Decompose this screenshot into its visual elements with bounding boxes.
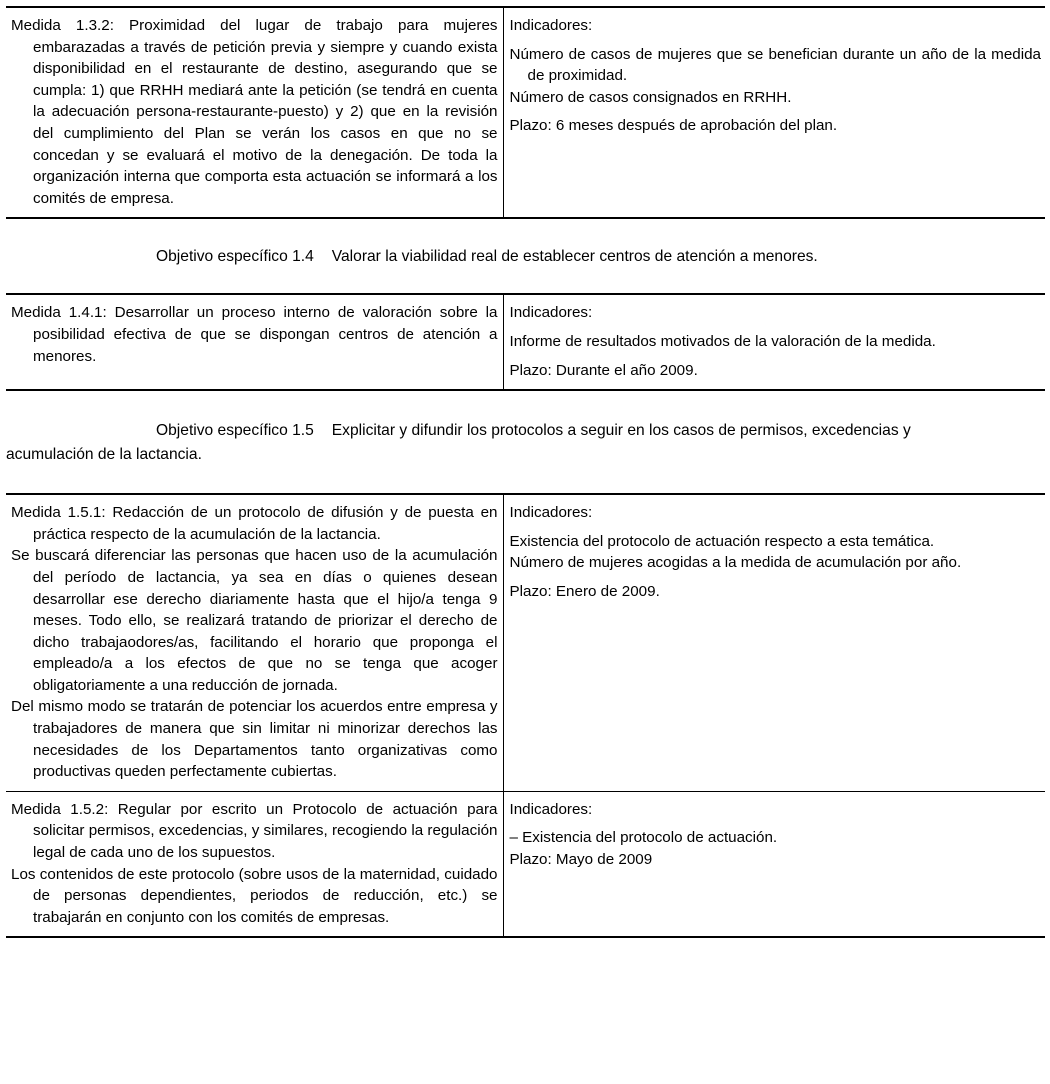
indicators-cell: [503, 294, 1045, 390]
plazo-text: Plazo: 6 meses después de aprobación del plan.: [509, 117, 838, 135]
indicator-item: Número de mujeres acogidas a la medida de acumulación por año.: [509, 554, 962, 572]
indicators-cell: [503, 791, 1045, 937]
indicators-cell: [503, 7, 1045, 218]
measure-table-1-5: [6, 493, 1045, 938]
measure-paragraph: Los contenidos de este protocolo (sobre usos de la maternidad, cuidado de personas dependientes, periodos de reducción, etc.) se trabajarán en conjunto con los comités de empresas.: [11, 865, 498, 926]
table-row: [6, 7, 1045, 218]
indicator-item: Existencia del protocolo de actuación respecto a esta temática.: [509, 532, 935, 550]
measure-paragraph: Medida 1.4.1: Desarrollar un proceso interno de valoración sobre la posibilidad efectiva de que se dispongan centros de atención a menores.: [11, 304, 498, 365]
indicator-item: Número de casos de mujeres que se benefician durante un año de la medida de proximidad.: [509, 45, 1041, 85]
indicator-item: – Existencia del protocolo de actuación.: [509, 829, 778, 847]
measure-table-1-3-2: [6, 6, 1045, 219]
measure-cell: [6, 7, 503, 218]
objective-text: Explicitar y difundir los protocolos a seguir en los casos de permisos, excedencias y acumulación de la lactancia.: [6, 422, 911, 464]
measure-table-1-4-1: [6, 293, 1045, 391]
indicator-item: Informe de resultados motivados de la valoración de la medida.: [509, 332, 936, 350]
indicators-label: Indicadores:: [509, 504, 593, 522]
measure-paragraph: Se buscará diferenciar las personas que hacen uso de la acumulación del período de lactancia, ya sea en días o quienes desean desarrollar ese derecho diariamente hasta que el hijo/a tenga 9 meses. Todo ello, se realizará tratando de priorizar el derecho de dicho trabajaodores/as, facilitando el horario que proponga el empleado/a a los efectos de que no se tenga que acoger obligatoriamente a una reducción de jornada.: [11, 547, 498, 694]
indicators-label: Indicadores:: [509, 304, 593, 322]
objective-heading-1-5: [0, 419, 1050, 467]
table-row: [6, 791, 1045, 937]
objective-text: Valorar la viabilidad real de establecer centros de atención a menores.: [331, 248, 818, 266]
plazo-text: Plazo: Enero de 2009.: [509, 582, 660, 600]
indicators-label: Indicadores:: [509, 800, 593, 818]
indicators-label: Indicadores:: [509, 17, 593, 34]
measure-paragraph: Medida 1.3.2: Proximidad del lugar de trabajo para mujeres embarazadas a través de petición previa y siempre y cuando exista disponibilidad en el restaurante de destino, asegurando que se cumpla: 1) que RRHH mediará ante la petición (se tendrá en cuenta la adecuación persona-restaurante-puesto) y 2) que en la revisión del cumplimiento del Plan se verán los casos en que no se concedan y se evaluará el motivo de la denegación. De toda la organización interna que comporta esta actuación se informará a los comités de empresa.: [11, 17, 498, 207]
measure-paragraph: Medida 1.5.1: Redacción de un protocolo de difusión y de puesta en práctica respecto de la acumulación de la lactancia.: [11, 504, 498, 543]
measure-cell: [6, 494, 503, 791]
measure-paragraph: Medida 1.5.2: Regular por escrito un Protocolo de actuación para solicitar permisos, excedencias, y similares, recogiendo la regulación legal de cada uno de los supuestos.: [11, 800, 498, 862]
section-spacer: [0, 391, 1050, 419]
section-spacer: [0, 219, 1050, 245]
objective-heading-1-4: [0, 245, 1050, 269]
plazo-text: Plazo: Mayo de 2009: [509, 851, 653, 869]
section-spacer: [0, 467, 1050, 493]
section-spacer: [0, 269, 1050, 293]
measure-paragraph: Del mismo modo se tratarán de potenciar los acuerdos entre empresa y trabajadores de manera que sin limitar ni minorizar derechos las necesidades de los Departamentos tanto organizativas como productivas queden perfectamente cubiertas.: [11, 698, 498, 781]
table-row: [6, 494, 1045, 791]
indicator-item: Número de casos consignados en RRHH.: [509, 88, 792, 106]
indicators-cell: [503, 494, 1045, 791]
plazo-text: Plazo: Durante el año 2009.: [509, 361, 698, 379]
measure-cell: [6, 294, 503, 390]
objective-label: Objetivo específico 1.5: [156, 422, 314, 440]
objective-label: Objetivo específico 1.4: [156, 248, 314, 266]
table-row: [6, 294, 1045, 390]
measure-cell: [6, 791, 503, 937]
